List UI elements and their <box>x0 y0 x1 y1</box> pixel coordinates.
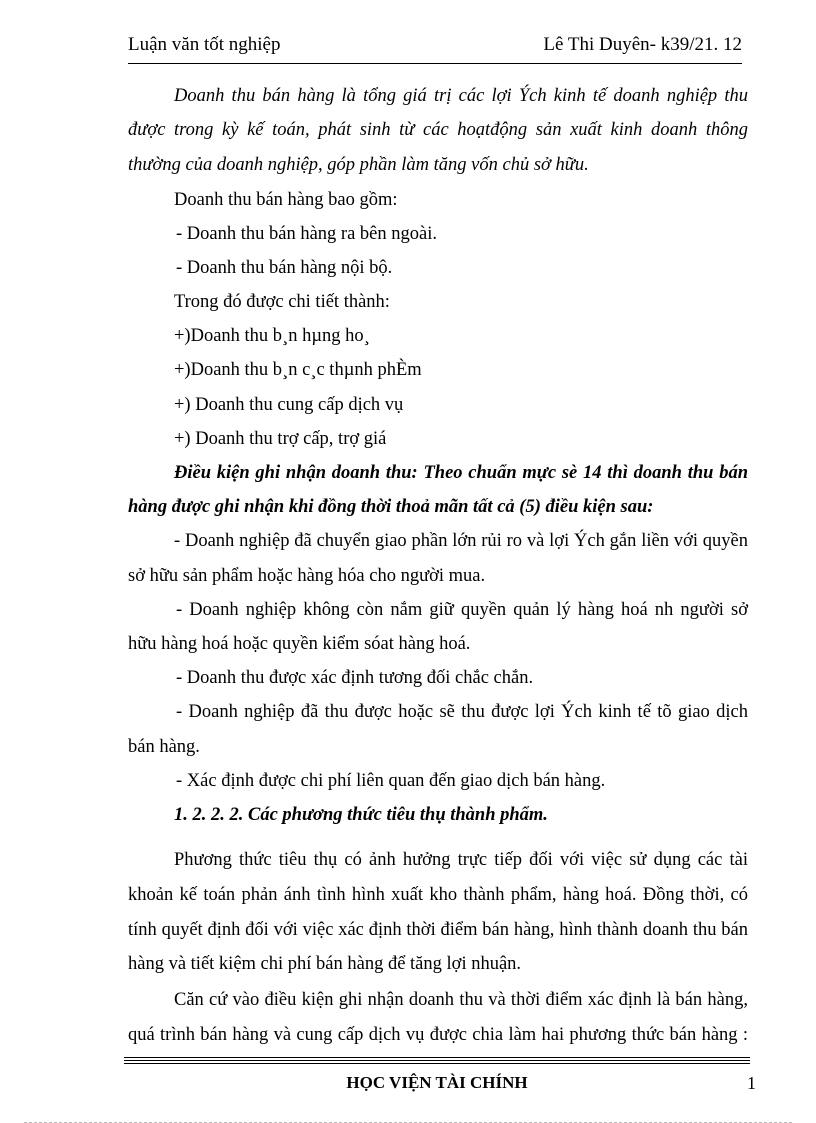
section-heading-line: hàng được ghi nhận khi đồng thời thoả mãn tất cả (5) điều kiện sau: <box>128 497 654 517</box>
paragraph-line: - Doanh nghiệp không còn nắm giữ quyền quản lý hàng hoá nh người sở <box>176 600 748 620</box>
footer-title: HỌC VIỆN TÀI CHÍNH <box>346 1073 528 1092</box>
list-item: +) Doanh thu trợ cấp, trợ giá <box>174 429 387 449</box>
paragraph-line: bán hàng. <box>128 737 200 757</box>
list-item: +)Doanh thu b¸n hµng ho¸ <box>174 326 370 346</box>
paragraph-line: Doanh thu bán hàng là tổng giá trị các lợi Ých kinh tế doanh nghiệp thu <box>174 86 748 106</box>
paragraph-line: - Doanh nghiệp đã chuyển giao phần lớn rủi ro và lợi Ých gắn liền với quyền <box>174 531 748 551</box>
list-item: +) Doanh thu cung cấp dịch vụ <box>174 395 404 415</box>
page-number: 1 <box>747 1073 756 1093</box>
header-rule <box>128 63 742 64</box>
paragraph-line: - Doanh thu được xác định tương đối chắc chắn. <box>176 668 534 688</box>
paragraph-line: hàng và tiết kiệm chi phí bán hàng để tăng lợi nhuận. <box>128 954 522 974</box>
text-line: Trong đó được chi tiết thành: <box>174 292 390 312</box>
section-heading-line: Điều kiện ghi nhận doanh thu: Theo chuẩn mực sè 14 thì doanh thu bán <box>174 463 748 483</box>
page-header <box>128 30 742 64</box>
paragraph-line: khoản kế toán phản ánh tình hình xuất kho thành phẩm, hàng hoá. Đồng thời, có <box>128 885 748 905</box>
header-title: Luận văn tốt nghiệp <box>128 34 281 55</box>
header-author: Lê Thi Duyên- k39/21. 12 <box>543 34 742 55</box>
list-item: - Doanh thu bán hàng ra bên ngoài. <box>176 224 437 244</box>
paragraph-line: tính quyết định đối với việc xác định thời điểm bán hàng, hình thành doanh thu bán <box>128 920 748 940</box>
paragraph-line: hữu hàng hoá hoặc quyền kiểm sóat hàng hoá. <box>128 634 471 654</box>
paragraph-line: sở hữu sản phẩm hoặc hàng hóa cho người mua. <box>128 566 486 586</box>
list-item: - Doanh thu bán hàng nội bộ. <box>176 258 393 278</box>
paragraph-line: - Doanh nghiệp đã thu được hoặc sẽ thu được lợi Ých kinh tế tõ giao dịch <box>176 702 748 722</box>
paragraph-line: - Xác định được chi phí liên quan đến giao dịch bán hàng. <box>176 771 606 791</box>
subsection-heading: 1. 2. 2. 2. Các phương thức tiêu thụ thành phẩm. <box>174 805 548 825</box>
footer-rule <box>124 1057 750 1066</box>
list-item: +)Doanh thu b¸n c¸c thµnh phÈm <box>174 360 422 380</box>
paragraph-line: Phương thức tiêu thụ có ảnh hưởng trực tiếp đối với việc sử dụng các tài <box>174 850 748 870</box>
paragraph-line: thường của doanh nghiệp, góp phần làm tăng vốn chủ sở hữu. <box>128 155 589 175</box>
paragraph-line: được trong kỳ kế toán, phát sinh từ các hoạtđộng sản xuất kinh doanh thông <box>128 120 748 140</box>
paragraph-line: Căn cứ vào điều kiện ghi nhận doanh thu và thời điểm xác định là bán hàng, <box>174 990 748 1010</box>
text-line: Doanh thu bán hàng bao gồm: <box>174 190 398 210</box>
paragraph-line: quá trình bán hàng và cung cấp dịch vụ được chia làm hai phương thức bán hàng : <box>128 1025 748 1045</box>
